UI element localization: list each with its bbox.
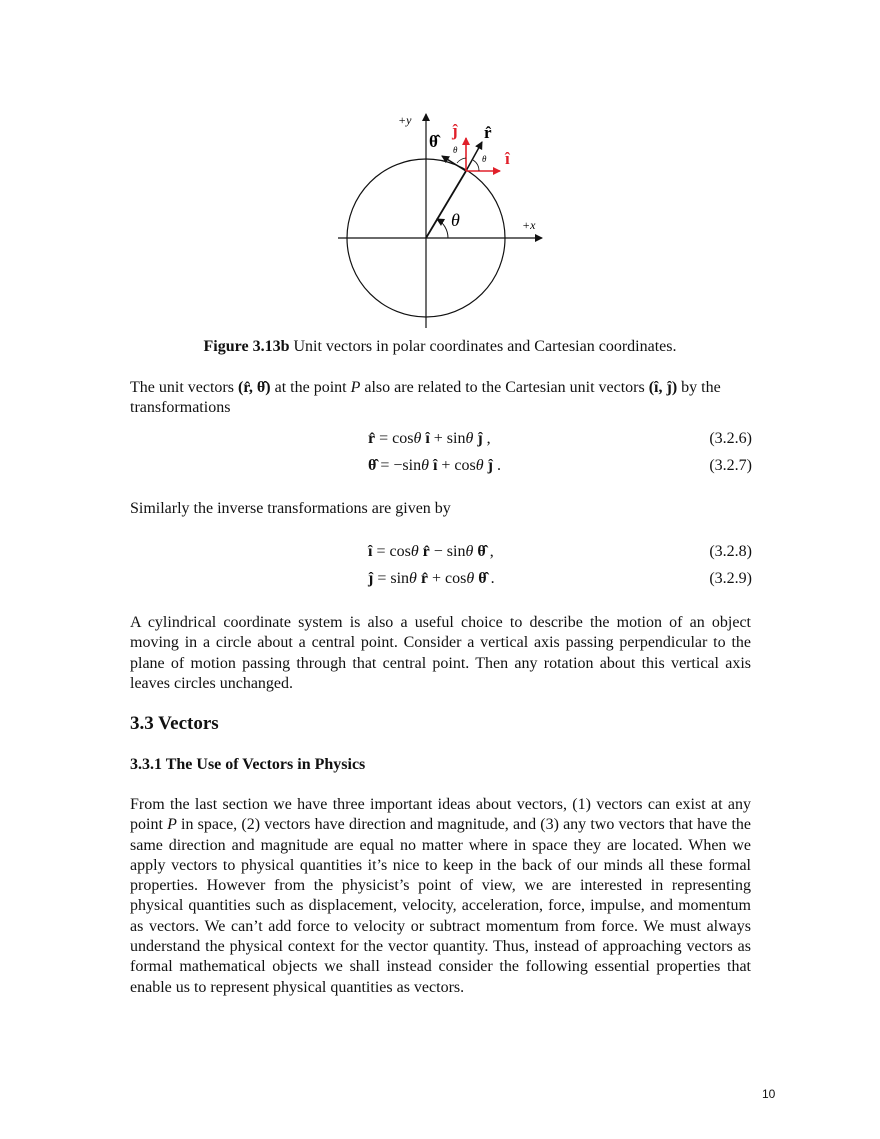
j-hat-label: ĵ bbox=[452, 121, 458, 140]
cylindrical-paragraph: A cylindrical coordinate system is also a useful choice to describe the motion of an object moving in a circle about a central point. Consider a vertical axis passing perpendicular to the plane of motion passing through that central point. Then any rotation about this vertical axis leaves circles unchanged. bbox=[130, 614, 751, 692]
equation-number: (3.2.7) bbox=[709, 457, 752, 474]
subsection-heading: 3.3.1 The Use of Vectors in Physics bbox=[130, 756, 366, 773]
r-hat-vector bbox=[466, 142, 482, 171]
intro-text-4: by the transformations bbox=[130, 379, 721, 417]
small-theta-label-1: θ bbox=[453, 145, 458, 155]
equation-number: (3.2.9) bbox=[709, 570, 752, 587]
vectors-text-2: in space, (2) vectors have direction and magnitude, and (3) any two vectors that have the same direction and magnitude are equal no matter where in space they are located. When we apply vectors to physical quantities it’s nice to keep in the back of our minds all these formal properties. However from the physicist’s point of view, we are interested in representing physical quantities such as displacement, velocity, acceleration, force, impulse, and momentum as vectors. We can’t add force to velocity or subtract momentum from force. We must always understand the physical context for the vector quantity. Thus, instead of approaching vectors as formal mathematical objects we shall instead consider the following essential properties that enable us to represent physical quantities as vectors. bbox=[130, 816, 752, 996]
figure-caption bbox=[0, 338, 880, 356]
figure-caption-label: Figure 3.13b bbox=[203, 338, 290, 355]
equation bbox=[130, 430, 752, 452]
intro-text-1: The unit vectors bbox=[130, 379, 238, 396]
theta-label: θ bbox=[451, 210, 460, 230]
equation-expression: î = cosθ r̂ − sinθ θ̂ , bbox=[368, 543, 494, 560]
intro-text-3: also are related to the Cartesian unit vectors bbox=[360, 379, 649, 396]
i-hat-label: î bbox=[505, 149, 510, 168]
equation-number: (3.2.6) bbox=[709, 430, 752, 447]
equation-number: (3.2.8) bbox=[709, 543, 752, 560]
theta-hat-vector bbox=[442, 156, 466, 171]
theta-arc bbox=[437, 219, 448, 238]
plus-x-label: +x bbox=[522, 218, 536, 232]
point-p: P bbox=[167, 816, 177, 834]
small-theta-arc-1 bbox=[457, 158, 466, 163]
section-heading: 3.3 Vectors bbox=[130, 713, 219, 734]
polar-unit-pair: (r̂, θ̂) bbox=[237, 379, 271, 396]
vectors-text-1: From the last section we have three important ideas about vectors, (1) vectors can exist at any point bbox=[130, 796, 751, 834]
intro-paragraph bbox=[130, 378, 751, 419]
intro-text-2: at the point bbox=[270, 379, 351, 396]
equation bbox=[130, 570, 752, 592]
equation-expression: r̂ = cosθ î + sinθ ĵ , bbox=[368, 430, 491, 447]
equation-expression: ĵ = sinθ r̂ + cosθ θ̂ . bbox=[368, 570, 495, 587]
page-number: 10 bbox=[762, 1087, 776, 1101]
equation bbox=[130, 457, 752, 479]
inverse-intro: Similarly the inverse transformations are given by bbox=[130, 500, 451, 517]
r-hat-label: r̂ bbox=[484, 123, 492, 142]
small-theta-arc-2 bbox=[473, 160, 479, 171]
theta-hat-label: θ̂ bbox=[429, 132, 438, 151]
plus-y-label: +y bbox=[398, 113, 412, 127]
equation bbox=[130, 543, 752, 565]
vectors-paragraph bbox=[130, 795, 751, 998]
cartesian-unit-pair: (î, ĵ) bbox=[648, 379, 678, 396]
equation-expression: θ̂ = −sinθ î + cosθ ĵ . bbox=[368, 457, 501, 474]
small-theta-label-2: θ bbox=[482, 154, 487, 164]
point-p: P bbox=[350, 379, 361, 396]
polar-unit-vectors-figure bbox=[330, 108, 560, 330]
figure-caption-text: Unit vectors in polar coordinates and Cartesian coordinates. bbox=[289, 338, 677, 355]
